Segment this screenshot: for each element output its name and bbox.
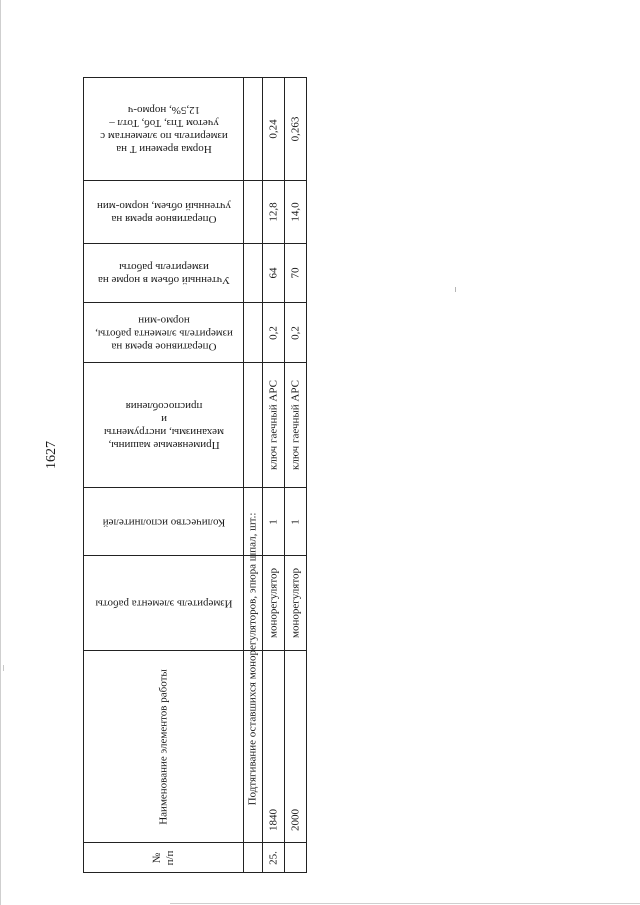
cell-tools-row1: ключ гаечный АРС (263, 363, 285, 488)
header-meter: Измеритель элемента работы (84, 556, 244, 651)
cell-op-time-row2: 0,2 (285, 303, 307, 363)
item-title-cell (244, 512, 263, 843)
header-name: Наименование элементов работы (84, 651, 244, 843)
cell-norm-row2: 0,263 (285, 78, 307, 181)
item-number-cell (263, 843, 285, 873)
item-number: 25. (267, 850, 279, 865)
cell-tools-row2: ключ гаечный АРС (285, 363, 307, 488)
cell-op-time-row1: 0,2 (263, 303, 285, 363)
empty-cell (285, 843, 307, 873)
item-cell (244, 244, 263, 303)
cell-performers-row1: 1 (263, 488, 285, 556)
item-cell (244, 363, 263, 488)
cell-norm-row1: 0,24 (263, 78, 285, 181)
item-cell (244, 181, 263, 244)
cell-volume-row1: 64 (263, 244, 285, 303)
scan-speck (455, 287, 456, 292)
header-norm-time: Норма времени Т на измеритель по элементам с учетом Тпз, Тоб, Тотл – 12,5%, нормо-ч (84, 78, 244, 181)
header-performers: Количество исполнителей (84, 488, 244, 556)
header-tools: Применяемые машины, механизмы, инструменты и приспособления (84, 363, 244, 488)
cell-performers-row2: 1 (285, 488, 307, 556)
cell-volume-row2: 70 (285, 244, 307, 303)
cell-op-volume-row2: 14,0 (285, 181, 307, 244)
cell-name-row2: 2000 (285, 651, 307, 843)
header-op-time: Оперативное время на измеритель элемента работы, нормо-мин (84, 303, 244, 363)
item-num-cell (244, 843, 263, 873)
header-volume: Учтенный объем в норме на измеритель работы (84, 244, 244, 303)
item-title: Подтягивание оставшихся монорегуляторов, эпюра шпал, шт.: (246, 512, 259, 805)
item-cell (244, 78, 263, 181)
header-op-volume: Оперативное время на учтенный объем, нормо-мин (84, 181, 244, 244)
item-cell (244, 303, 263, 363)
header-num: № п/п (84, 843, 244, 873)
scan-edge-left (0, 0, 1, 905)
norm-table (83, 77, 307, 873)
cell-op-volume-row1: 12,8 (263, 181, 285, 244)
scan-edge-bottom (170, 903, 640, 904)
cell-meter-row2: монорегулятор (285, 556, 307, 651)
page-number: 1627 (44, 441, 59, 469)
scan-speck (3, 665, 4, 671)
cell-name-row1: 1840 (263, 651, 285, 843)
cell-meter-row1: монорегулятор (263, 556, 285, 651)
